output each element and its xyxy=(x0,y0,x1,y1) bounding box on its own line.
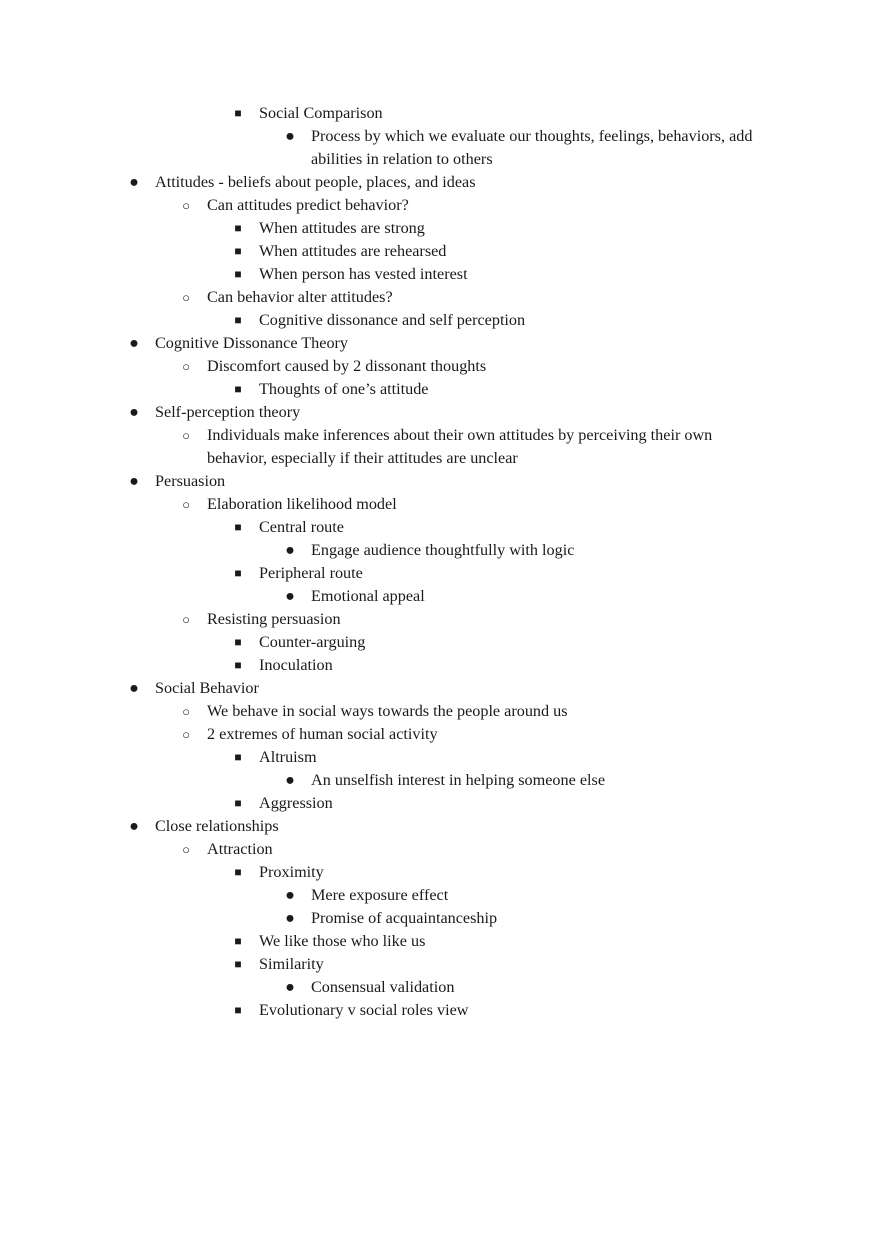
bullet-icon: ○ xyxy=(182,612,190,627)
bullet-icon: ■ xyxy=(234,221,242,235)
bullet-icon: ● xyxy=(129,173,139,191)
outline-item-level-1 xyxy=(0,700,880,723)
outline-item-text: We behave in social ways towards the people around us xyxy=(207,702,568,720)
bullet-icon: ■ xyxy=(234,1003,242,1017)
outline-item-level-2 xyxy=(0,562,880,585)
bullet-icon: ○ xyxy=(182,290,190,305)
outline-item-level-2 xyxy=(0,631,880,654)
outline-item-level-2 xyxy=(0,309,880,332)
bullet-icon: ■ xyxy=(234,313,242,327)
bullet-icon: ■ xyxy=(234,244,242,258)
bullet-icon: ■ xyxy=(234,635,242,649)
outline-item-text: Discomfort caused by 2 dissonant thoughts xyxy=(207,357,487,375)
outline-item-text: Inoculation xyxy=(259,656,333,674)
outline-item-level-0 xyxy=(0,332,880,355)
outline-item-text: Cognitive Dissonance Theory xyxy=(155,334,349,352)
outline-item-level-0 xyxy=(0,171,880,194)
outline-item-text: Thoughts of one’s attitude xyxy=(259,380,429,398)
bullet-icon: ○ xyxy=(182,359,190,374)
bullet-icon: ■ xyxy=(234,382,242,396)
outline-item-text: Persuasion xyxy=(155,472,226,490)
outline-item-level-3 xyxy=(0,585,880,608)
outline-item-text: Cognitive dissonance and self perception xyxy=(259,311,526,329)
outline-item-text: Central route xyxy=(259,518,344,536)
bullet-icon: ■ xyxy=(234,865,242,879)
outline-item-text: Promise of acquaintanceship xyxy=(311,909,498,927)
outline-item-text: Mere exposure effect xyxy=(311,886,449,904)
outline-item-level-2 xyxy=(0,102,880,125)
outline-item-level-3 xyxy=(0,539,880,562)
outline-item-level-2 xyxy=(0,654,880,677)
outline-item-level-1 xyxy=(0,286,880,309)
bullet-icon: ■ xyxy=(234,750,242,764)
outline-item-text: Altruism xyxy=(259,748,317,766)
bullet-icon: ■ xyxy=(234,267,242,281)
bullet-icon: ● xyxy=(129,679,139,697)
outline-item-text: Resisting persuasion xyxy=(207,610,341,628)
outline-item-text: Elaboration likelihood model xyxy=(207,495,397,513)
outline-item-level-3 xyxy=(0,884,880,907)
outline-item-text: Peripheral route xyxy=(259,564,363,582)
outline-item-text: Can attitudes predict behavior? xyxy=(207,196,409,214)
bullet-icon: ● xyxy=(285,587,295,605)
outline-item-text: Engage audience thoughtfully with logic xyxy=(311,541,575,559)
bullet-icon: ■ xyxy=(234,658,242,672)
outline-document xyxy=(0,102,880,1022)
outline-item-text: Attitudes - beliefs about people, places, and ideas xyxy=(155,173,476,191)
outline-item-level-2 xyxy=(0,516,880,539)
outline-item-text: When attitudes are strong xyxy=(259,219,425,237)
bullet-icon: ● xyxy=(129,472,139,490)
bullet-icon: ● xyxy=(129,403,139,421)
bullet-icon: ● xyxy=(285,978,295,996)
bullet-icon: ■ xyxy=(234,796,242,810)
outline-item-text: Self-perception theory xyxy=(155,403,301,421)
outline-item-level-2 xyxy=(0,378,880,401)
bullet-icon: ○ xyxy=(182,842,190,857)
outline-item-level-1 xyxy=(0,194,880,217)
outline-item-text: We like those who like us xyxy=(259,932,426,950)
outline-item-text: Social Comparison xyxy=(259,104,383,122)
outline-item-level-2 xyxy=(0,999,880,1022)
bullet-icon: ■ xyxy=(234,520,242,534)
outline-item-level-1 xyxy=(0,723,880,746)
outline-item-text: When attitudes are rehearsed xyxy=(259,242,447,260)
outline-item-text: Consensual validation xyxy=(311,978,455,996)
outline-item-level-2 xyxy=(0,861,880,884)
bullet-icon: ■ xyxy=(234,934,242,948)
outline-item-level-3 xyxy=(0,976,880,999)
outline-item-level-1 xyxy=(0,608,880,631)
outline-item-text: Individuals make inferences about their own attitudes by perceiving their own behavior, especially if their attitudes are unclear xyxy=(207,426,713,467)
bullet-icon: ○ xyxy=(182,727,190,742)
outline-item-level-2 xyxy=(0,953,880,976)
bullet-icon: ● xyxy=(285,771,295,789)
outline-item-level-0 xyxy=(0,401,880,424)
outline-item-level-2 xyxy=(0,930,880,953)
bullet-icon: ● xyxy=(285,886,295,904)
bullet-icon: ○ xyxy=(182,497,190,512)
outline-item-level-0 xyxy=(0,677,880,700)
outline-item-level-1 xyxy=(0,355,880,378)
outline-item-level-3 xyxy=(0,125,880,171)
outline-item-text: Similarity xyxy=(259,955,324,973)
outline-item-level-0 xyxy=(0,470,880,493)
bullet-icon: ○ xyxy=(182,704,190,719)
outline-item-text: Counter-arguing xyxy=(259,633,366,651)
outline-item-level-2 xyxy=(0,263,880,286)
bullet-icon: ■ xyxy=(234,957,242,971)
bullet-icon: ■ xyxy=(234,566,242,580)
outline-item-text: Process by which we evaluate our thoughts, feelings, behaviors, add abilities in relation to others xyxy=(311,127,753,168)
outline-item-text: Close relationships xyxy=(155,817,279,835)
outline-item-text: Emotional appeal xyxy=(311,587,425,605)
bullet-icon: ● xyxy=(285,541,295,559)
bullet-icon: ■ xyxy=(234,106,242,120)
outline-item-text: Social Behavior xyxy=(155,679,259,697)
outline-item-level-1 xyxy=(0,424,880,470)
bullet-icon: ○ xyxy=(182,198,190,213)
bullet-icon: ● xyxy=(129,334,139,352)
outline-item-text: An unselfish interest in helping someone else xyxy=(311,771,606,789)
outline-item-level-0 xyxy=(0,815,880,838)
outline-item-level-3 xyxy=(0,907,880,930)
outline-item-level-2 xyxy=(0,746,880,769)
outline-item-level-3 xyxy=(0,769,880,792)
outline-item-level-1 xyxy=(0,838,880,861)
outline-item-text: Aggression xyxy=(259,794,333,812)
outline-item-text: Can behavior alter attitudes? xyxy=(207,288,393,306)
bullet-icon: ● xyxy=(285,127,295,145)
outline-item-text: Attraction xyxy=(207,840,273,858)
outline-item-text: When person has vested interest xyxy=(259,265,468,283)
outline-item-level-2 xyxy=(0,217,880,240)
bullet-icon: ● xyxy=(285,909,295,927)
outline-item-text: Evolutionary v social roles view xyxy=(259,1001,469,1019)
outline-item-level-2 xyxy=(0,240,880,263)
outline-item-text: Proximity xyxy=(259,863,324,881)
outline-item-text: 2 extremes of human social activity xyxy=(207,725,438,743)
bullet-icon: ○ xyxy=(182,428,190,443)
bullet-icon: ● xyxy=(129,817,139,835)
outline-item-level-1 xyxy=(0,493,880,516)
outline-item-level-2 xyxy=(0,792,880,815)
